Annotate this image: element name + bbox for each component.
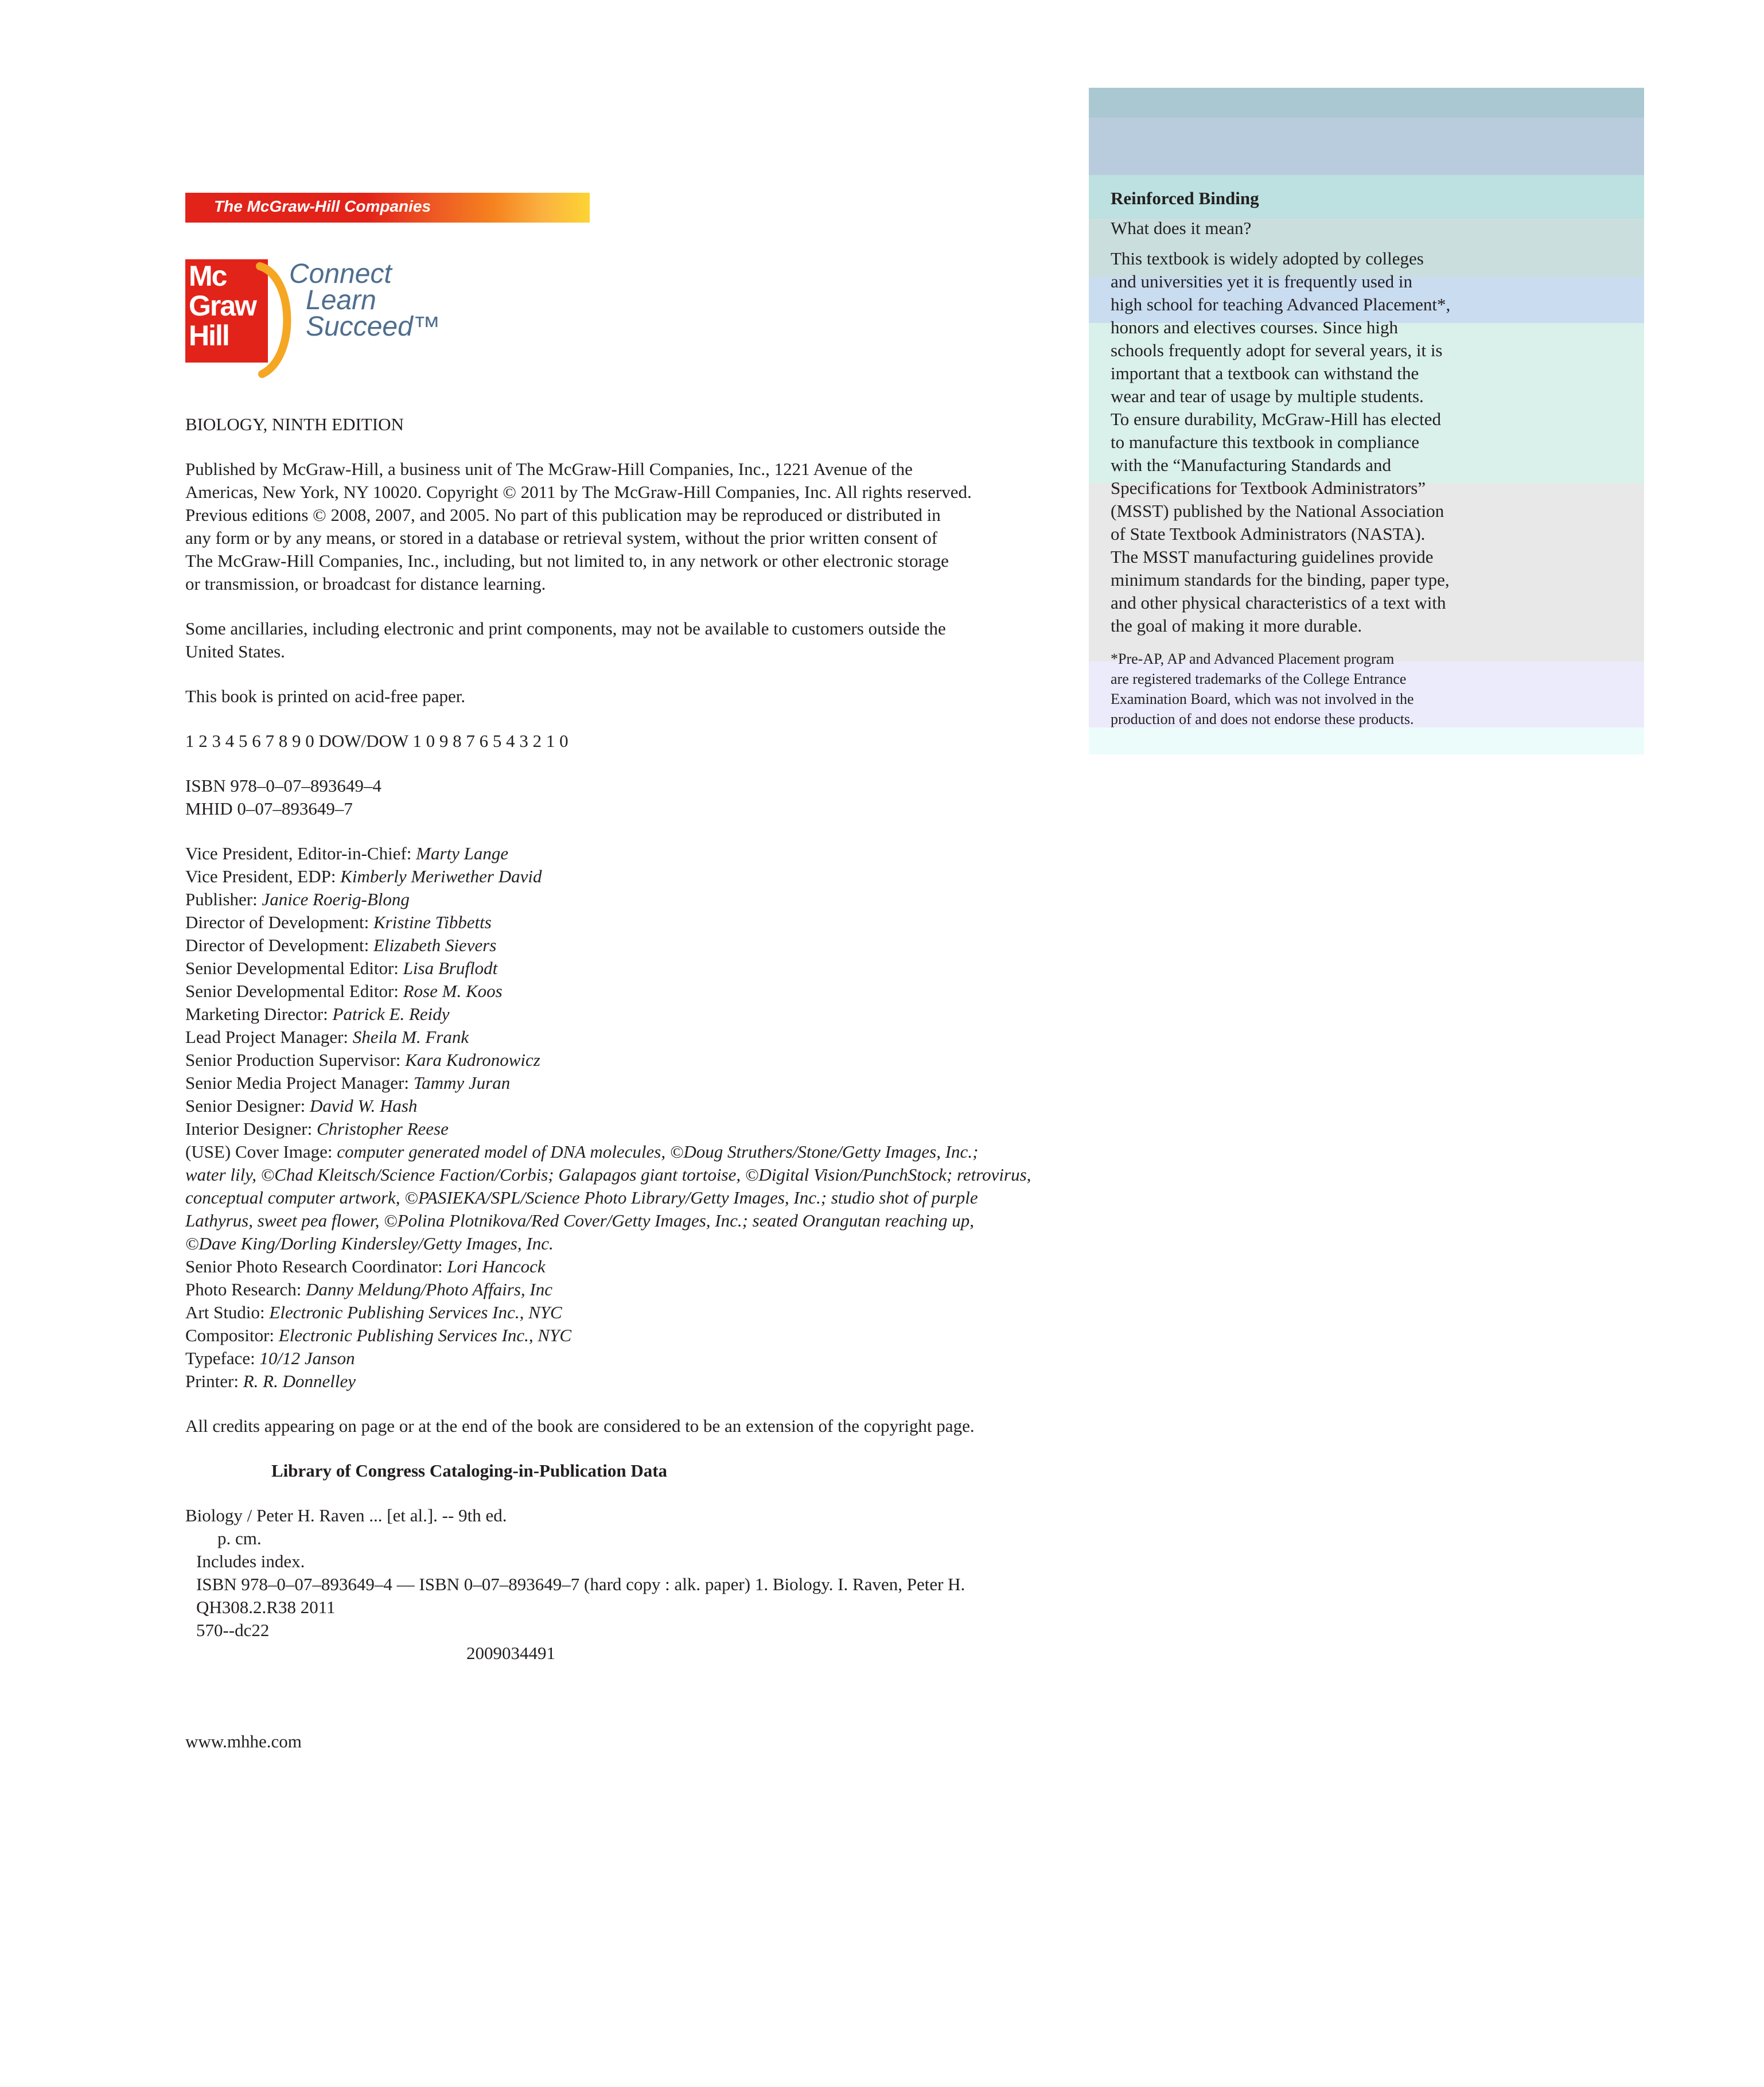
cover-image-credit-line: Lathyrus, sweet pea flower, ©Polina Plotnikova/Red Cover/Getty Images, Inc.; seated Orangutan reaching up, (185, 1210, 974, 1231)
mhid: MHID 0–07–893649–7 (185, 799, 353, 819)
sidebar-line: minimum standards for the binding, paper type, (1111, 570, 1450, 590)
credit-line: Publisher: Janice Roerig-Blong (185, 889, 410, 909)
sidebar-trademark-note (1111, 649, 1633, 729)
copyright-body (185, 413, 1080, 1753)
published-line: Americas, New York, NY 10020. Copyright © 2011 by The McGraw-Hill Companies, Inc. All rights reserved. (185, 482, 972, 502)
website: www.mhhe.com (185, 1731, 302, 1751)
sidebar-note-line: production of and does not endorse these products. (1111, 711, 1414, 727)
credit-line: Senior Designer: David W. Hash (185, 1096, 418, 1116)
cip-title: Library of Congress Cataloging-in-Publication Data (271, 1461, 668, 1481)
tagline-connect: Connect (289, 259, 392, 289)
cip-line: Biology / Peter H. Raven ... [et al.]. -- 9th ed. (185, 1505, 507, 1525)
sidebar-line: This textbook is widely adopted by colleges (1111, 248, 1424, 268)
credit-line: Senior Photo Research Coordinator: Lori Hancock (185, 1256, 546, 1276)
sidebar-note-line: *Pre-AP, AP and Advanced Placement program (1111, 651, 1395, 667)
cover-image-credit-line: water lily, ©Chad Kleitsch/Science Faction/Corbis; Galapagos giant tortoise, ©Digital Vision/PunchStock; retrovirus, (185, 1165, 1031, 1185)
sidebar-question: What does it mean? (1111, 218, 1252, 238)
ancillaries-line: Some ancillaries, including electronic and print components, may not be available to customers outside the (185, 618, 946, 638)
published-line: The McGraw-Hill Companies, Inc., including, but not limited to, in any network or other electronic storage (185, 551, 949, 571)
credit-line: Director of Development: Kristine Tibbetts (185, 912, 492, 932)
credit-line: Vice President, EDP: Kimberly Meriwether David (185, 866, 542, 886)
sidebar-line: schools frequently adopt for several years, it is (1111, 340, 1443, 360)
book-title: BIOLOGY, NINTH EDITION (185, 414, 404, 434)
tagline-succeed: Succeed™ (306, 312, 441, 342)
sidebar-note-line: are registered trademarks of the College Entrance (1111, 671, 1407, 687)
published-line: any form or by any means, or stored in a database or retrieval system, without the prior written consent of (185, 528, 938, 548)
credit-line: Photo Research: Danny Meldung/Photo Affairs, Inc (185, 1279, 553, 1299)
sidebar-line: and other physical characteristics of a text with (1111, 593, 1446, 613)
logo-line-3: Hill (189, 320, 229, 352)
sidebar-line: the goal of making it more durable. (1111, 616, 1362, 636)
acid-free-note: This book is printed on acid-free paper. (185, 686, 466, 706)
cip-line: p. cm. (217, 1528, 262, 1548)
credit-line: Interior Designer: Christopher Reese (185, 1119, 449, 1139)
sidebar-line: To ensure durability, McGraw-Hill has elected (1111, 409, 1442, 429)
logo-line-1: Mc (189, 260, 227, 292)
credit-line: Director of Development: Elizabeth Sievers (185, 935, 497, 955)
mcgraw-hill-logo (185, 259, 441, 380)
credit-line: Senior Media Project Manager: Tammy Juran (185, 1073, 511, 1093)
credit-line: Typeface: 10/12 Janson (185, 1348, 355, 1368)
cip-line: ISBN 978–0–07–893649–4 — ISBN 0–07–893649–7 (hard copy : alk. paper) 1. Biology. I. Raven, Peter H. (196, 1574, 965, 1594)
cover-image-credit-line: conceptual computer artwork, ©PASIEKA/SPL/Science Photo Library/Getty Images, Inc.; studio shot of purple (185, 1187, 978, 1208)
credit-line: Senior Developmental Editor: Rose M. Koos (185, 981, 503, 1001)
sidebar-line: with the “Manufacturing Standards and (1111, 455, 1391, 475)
sidebar-line: important that a textbook can withstand the (1111, 363, 1419, 383)
credit-line: Senior Developmental Editor: Lisa Bruflodt (185, 958, 498, 978)
mcgraw-hill-companies-banner (185, 193, 590, 223)
credit-line: Vice President, Editor-in-Chief: Marty Lange (185, 843, 509, 863)
ancillaries-line: United States. (185, 641, 285, 661)
sidebar-note-line: Examination Board, which was not involved in the (1111, 691, 1414, 707)
cover-image-credit: (USE) Cover Image: computer generated model of DNA molecules, ©Doug Struthers/Stone/Getty Images, Inc.; (185, 1142, 979, 1162)
published-line: Previous editions © 2008, 2007, and 2005. No part of this publication may be reproduced or distributed in (185, 505, 941, 525)
isbn: ISBN 978–0–07–893649–4 (185, 776, 381, 796)
credit-line: Senior Production Supervisor: Kara Kudronowicz (185, 1050, 540, 1070)
sidebar-line: honors and electives courses. Since high (1111, 317, 1399, 337)
sidebar-line: wear and tear of usage by multiple students. (1111, 386, 1424, 406)
published-line: or transmission, or broadcast for distance learning. (185, 574, 546, 594)
published-line: Published by McGraw-Hill, a business unit of The McGraw-Hill Companies, Inc., 1221 Avenue of the (185, 459, 913, 479)
reinforced-binding-sidebar (1089, 88, 1644, 754)
sidebar-line: Specifications for Textbook Administrators” (1111, 478, 1426, 498)
sidebar-line: of State Textbook Administrators (NASTA). (1111, 524, 1426, 544)
tagline-learn: Learn (306, 285, 376, 316)
logo-line-2: Graw (189, 290, 256, 322)
sidebar-line: The MSST manufacturing guidelines provide (1111, 547, 1434, 567)
cip-line: 570--dc22 (196, 1620, 270, 1640)
credit-line: Marketing Director: Patrick E. Reidy (185, 1004, 450, 1024)
credits-note: All credits appearing on page or at the end of the book are considered to be an extension of the copyright page. (185, 1416, 975, 1436)
cip-line: Includes index. (196, 1551, 305, 1571)
sidebar-line: and universities yet it is frequently used in (1111, 271, 1413, 291)
credit-line: Printer: R. R. Donnelley (185, 1371, 356, 1391)
credit-line: Compositor: Electronic Publishing Services Inc., NYC (185, 1325, 572, 1345)
credit-line: Lead Project Manager: Sheila M. Frank (185, 1027, 469, 1047)
sidebar-line: (MSST) published by the National Association (1111, 501, 1444, 521)
print-line: 1 2 3 4 5 6 7 8 9 0 DOW/DOW 1 0 9 8 7 6 5 4 3 2 1 0 (185, 731, 568, 751)
banner-text: The McGraw-Hill Companies (214, 197, 431, 215)
sidebar-line: high school for teaching Advanced Placement*, (1111, 294, 1451, 314)
sidebar-title: Reinforced Binding (1111, 188, 1259, 208)
sidebar-line: to manufacture this textbook in compliance (1111, 432, 1420, 452)
lccn-number: 2009034491 (466, 1643, 555, 1663)
cover-image-credit-line: ©Dave King/Dorling Kindersley/Getty Images, Inc. (185, 1233, 554, 1253)
credit-line: Art Studio: Electronic Publishing Services Inc., NYC (185, 1302, 562, 1322)
cip-line: QH308.2.R38 2011 (196, 1597, 336, 1617)
sidebar-body (1111, 187, 1633, 729)
